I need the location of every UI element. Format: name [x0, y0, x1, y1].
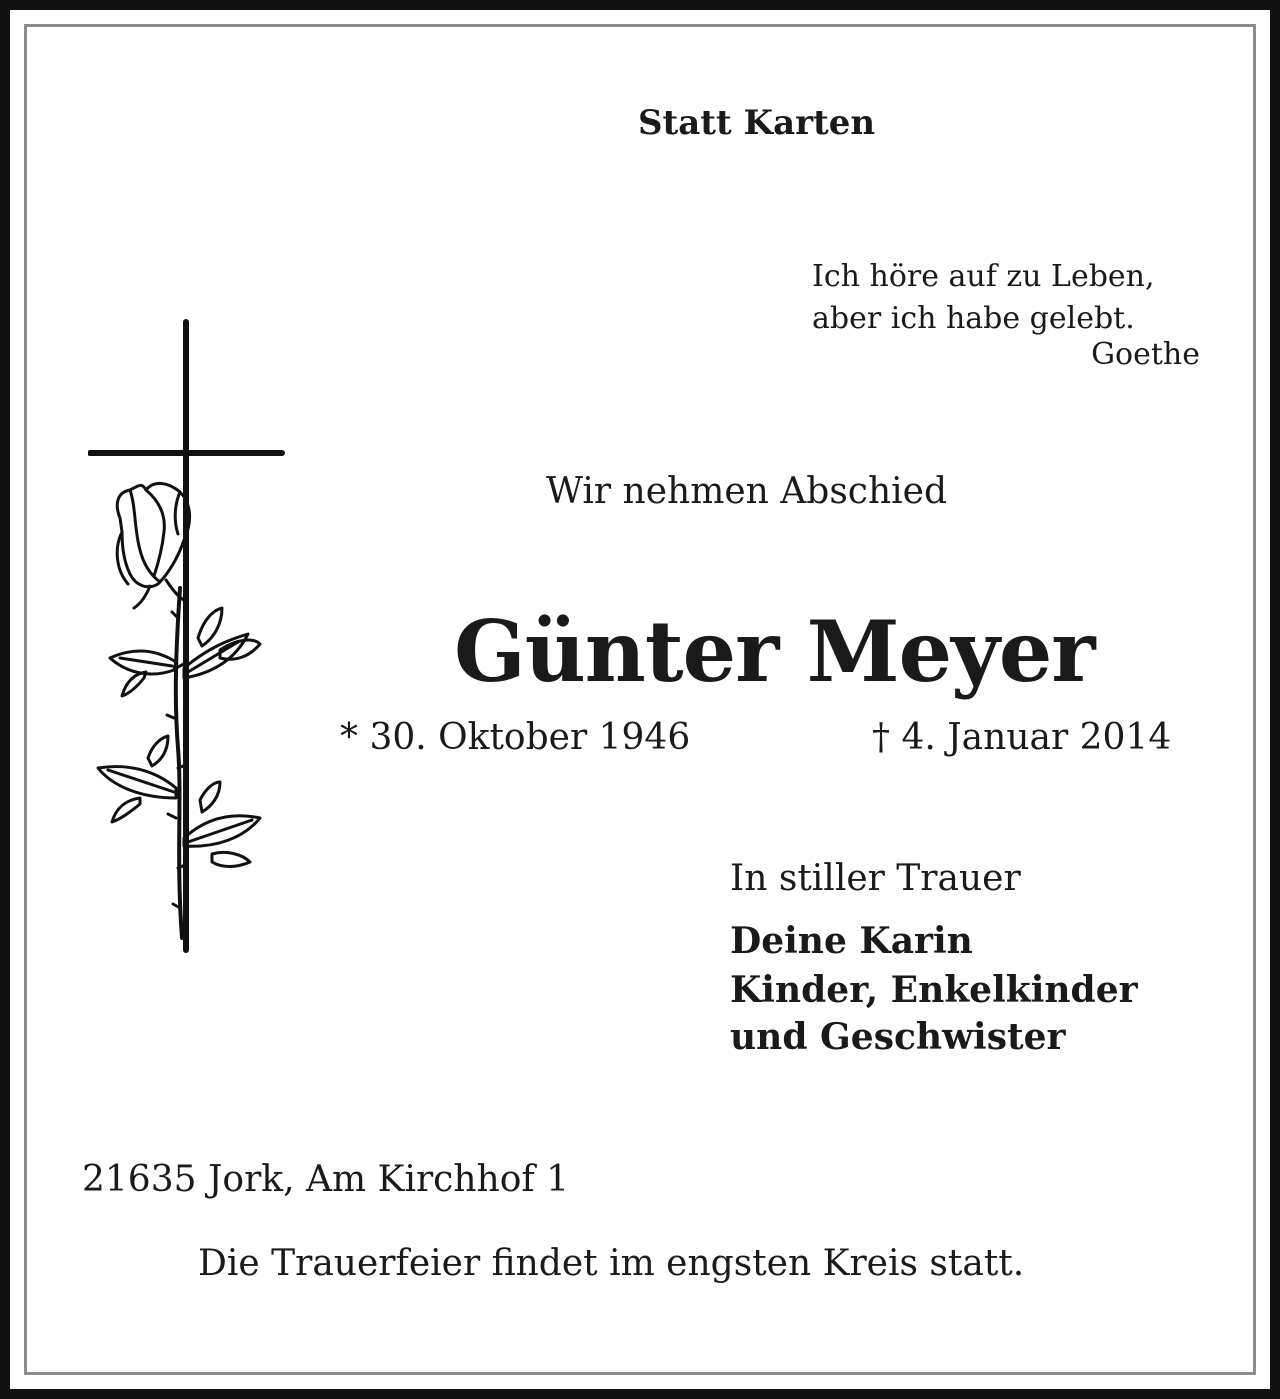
- mourner-line-2: Kinder, Enkelkinder: [730, 969, 1138, 1011]
- deceased-name: Günter Meyer: [454, 602, 1095, 701]
- quote-line-2: aber ich habe gelebt.: [812, 301, 1135, 336]
- cross-with-rose-icon: [88, 318, 288, 958]
- address: 21635 Jork, Am Kirchhof 1: [82, 1159, 570, 1200]
- quote: [812, 256, 1155, 340]
- quote-line-1: Ich höre auf zu Leben,: [812, 259, 1155, 294]
- mourning-intro: In stiller Trauer: [730, 858, 1021, 899]
- intro-text: Wir nehmen Abschied: [546, 471, 948, 512]
- death-date: † 4. Januar 2014: [872, 717, 1172, 758]
- mourner-line-3: und Geschwister: [730, 1016, 1066, 1058]
- funeral-note: Die Trauerfeier findet im engsten Kreis statt.: [198, 1243, 1025, 1284]
- mourner-line-1: Deine Karin: [730, 920, 973, 962]
- birth-date: * 30. Oktober 1946: [340, 717, 691, 758]
- header-title: Statt Karten: [638, 103, 876, 143]
- quote-author: Goethe: [1091, 337, 1200, 372]
